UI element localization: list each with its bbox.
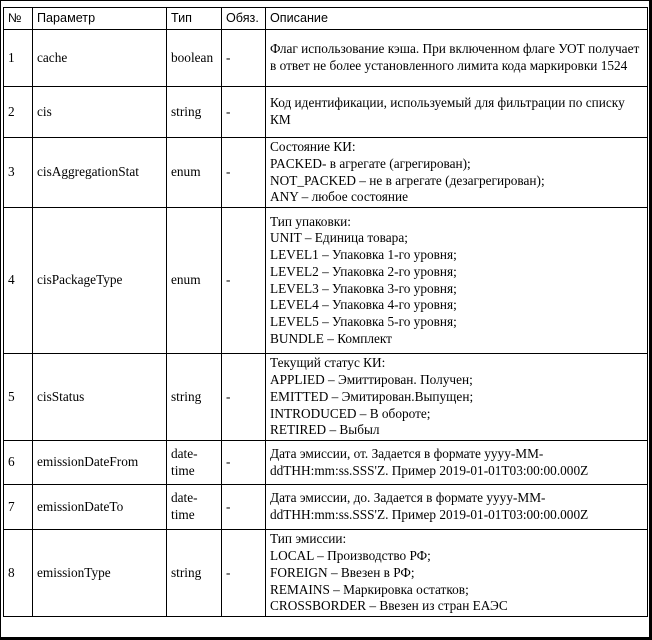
row-number: 3 (4, 138, 33, 208)
param-description (266, 485, 648, 530)
description-line: NOT_PACKED – не в агрегате (дезагрегирован); (270, 172, 545, 188)
description-line: APPLIED – Эмиттирован. Получен; (270, 371, 473, 387)
param-type: enum (167, 138, 222, 208)
description-line: ANY – любое состояние (270, 189, 409, 205)
param-description (266, 530, 648, 617)
param-required: - (222, 441, 266, 485)
param-type: boolean (167, 30, 222, 87)
description-line: INTRODUCED – В обороте; (270, 405, 431, 421)
description-text: Состояние КИ: (270, 139, 356, 154)
description-line: REMAINS – Маркировка остатков; (270, 581, 469, 597)
param-description (266, 30, 648, 87)
param-type: enum (167, 208, 222, 354)
param-description (266, 87, 648, 138)
row-number: 6 (4, 441, 33, 485)
table-row (4, 354, 648, 441)
param-required: - (222, 30, 266, 87)
param-required: - (222, 138, 266, 208)
row-number: 7 (4, 485, 33, 530)
table-row (4, 30, 648, 87)
param-required: - (222, 485, 266, 530)
param-type: date- time (167, 441, 222, 485)
description-text: Тип упаковки: (270, 213, 351, 229)
description-text: Дата эмиссии, до. Задается в формате yyyy-MM-ddTHH:mm:ss.SSS'Z. Пример 2019-01-01T03:00:00.000Z (270, 490, 589, 523)
table-body (4, 30, 648, 617)
description-line: BUNDLE – Комплект (270, 331, 392, 347)
param-description (266, 354, 648, 441)
description-line: LEVEL4 – Упаковка 4-го уровня; (270, 297, 457, 313)
param-name: cisPackageType (33, 208, 167, 354)
table-row (4, 485, 648, 530)
table-row (4, 138, 648, 208)
param-name: cisAggregationStat (33, 138, 167, 208)
description-line: LEVEL3 – Упаковка 3-го уровня; (270, 280, 457, 296)
description-line: FOREIGN – Ввезен в РФ; (270, 564, 415, 580)
description-text: Код идентификации, используемый для фильтрации по списку КМ (270, 95, 625, 127)
param-description (266, 138, 648, 208)
param-name: emissionDateTo (33, 485, 167, 530)
param-name: cache (33, 30, 167, 87)
param-required: - (222, 354, 266, 441)
row-number: 5 (4, 354, 33, 441)
row-number: 2 (4, 87, 33, 138)
description-line: LEVEL5 – Упаковка 5-го уровня; (270, 314, 457, 330)
param-description (266, 441, 648, 485)
header-description: Описание (266, 8, 648, 30)
description-line: EMITTED – Эмитирован.Выпущен; (270, 388, 474, 404)
param-required: - (222, 87, 266, 138)
description-text: Дата эмиссии, от. Задается в формате yyyy-MM-ddTHH:mm:ss.SSS'Z. Пример 2019-01-01T03:00:00.000Z (270, 445, 589, 478)
table-row (4, 87, 648, 138)
description-line: PACKED- в агрегате (агрегирован); (270, 155, 471, 171)
table-row (4, 208, 648, 354)
row-number: 4 (4, 208, 33, 354)
description-line: LEVEL2 – Упаковка 2-го уровня; (270, 263, 457, 279)
description-text: Текущий статус КИ: (270, 355, 386, 371)
param-type: string (167, 354, 222, 441)
table-row (4, 441, 648, 485)
description-text: Тип эмиссии: (270, 531, 347, 547)
description-text: Флаг использование кэша. При включенном флаге УОТ получает в ответ не более установленного лимита кода маркировки 1524 (270, 41, 640, 73)
row-number: 1 (4, 30, 33, 87)
header-required: Обяз. (222, 8, 266, 30)
param-name: cis (33, 87, 167, 138)
param-type: string (167, 87, 222, 138)
description-line: UNIT – Единица товара; (270, 230, 408, 246)
param-description (266, 208, 648, 354)
header-num: № (4, 8, 33, 30)
param-type: string (167, 530, 222, 617)
description-line: LOCAL – Производство РФ; (270, 547, 431, 563)
param-name: emissionType (33, 530, 167, 617)
param-required: - (222, 208, 266, 354)
table-header-row (4, 8, 648, 30)
parameters-table (3, 7, 648, 617)
header-param: Параметр (33, 8, 167, 30)
param-type: date- time (167, 485, 222, 530)
description-line: LEVEL1 – Упаковка 1-го уровня; (270, 247, 457, 263)
description-line: RETIRED – Выбыл (270, 422, 380, 438)
param-required: - (222, 530, 266, 617)
table-row (4, 530, 648, 617)
row-number: 8 (4, 530, 33, 617)
description-line: CROSSBORDER – Ввезен из стран ЕАЭС (270, 598, 508, 614)
param-name: cisStatus (33, 354, 167, 441)
param-name: emissionDateFrom (33, 441, 167, 485)
header-type: Тип (167, 8, 222, 30)
